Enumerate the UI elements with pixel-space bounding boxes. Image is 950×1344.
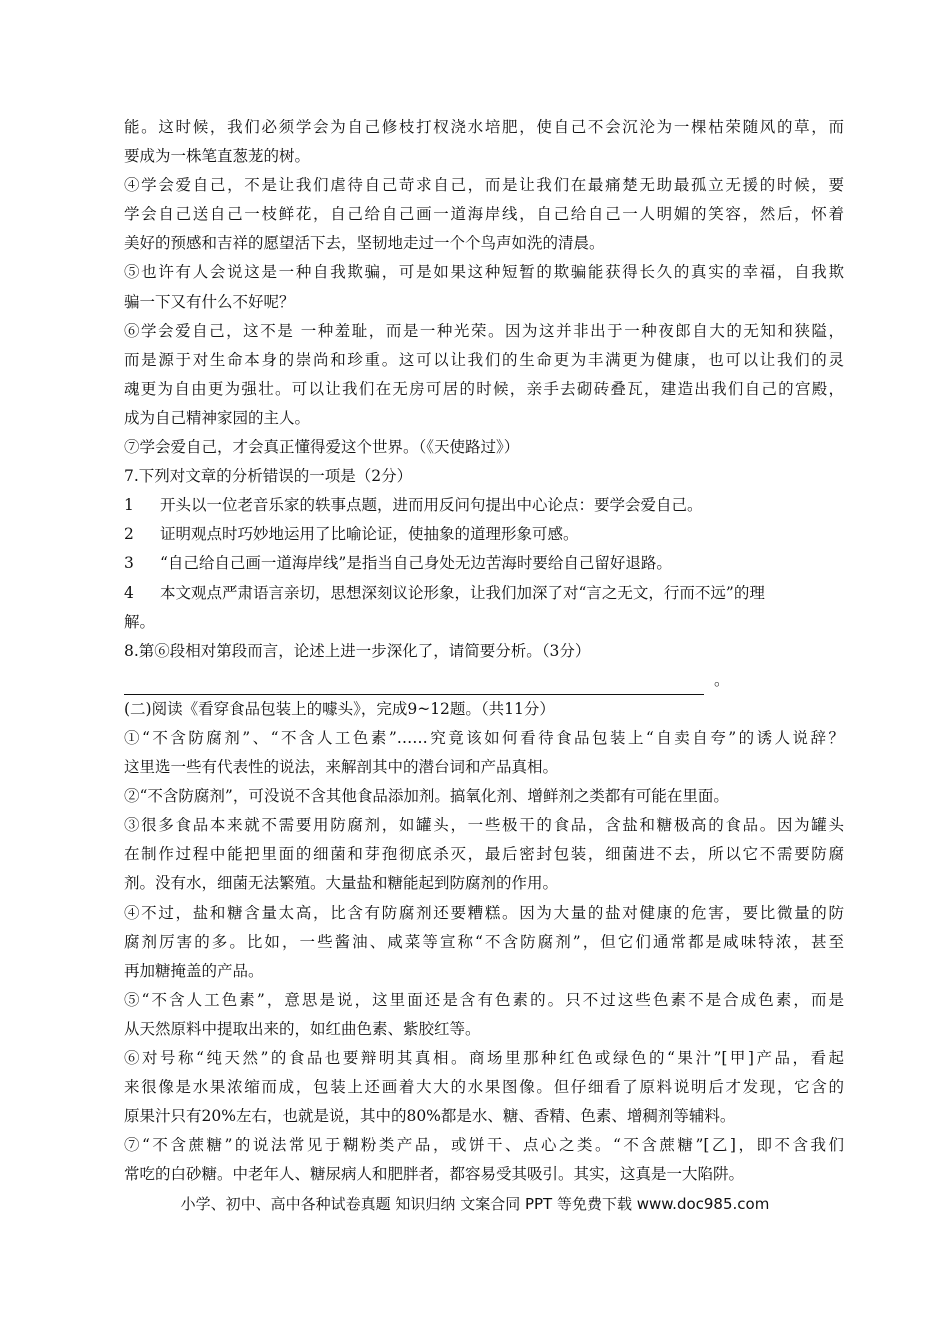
passage2-heading: (二)阅读《看穿食品包装上的噱头》，完成9~12题。（共11分） (124, 699, 555, 718)
passage2-line: ②“不含防腐剂”，可没说不含其他食品添加剂。搞氧化剂、增鲜剂之类都有可能在里面。 (124, 787, 729, 806)
question7-option (124, 491, 844, 520)
passage2-line: 来很像是水果浓缩而成，包装上还画着大大的水果图像。但仔细看了原料说明后才发现，它含的 (124, 1078, 844, 1097)
option-text: 开头以一位老音乐家的轶事点题，进而用反问句提出中心论点：要学会爱自己。 (160, 496, 703, 515)
passage2-line: ⑥对号称“纯天然”的食品也要辩明其真相。商场里那种红色或绿色的“果汁”[甲]产品，看起 (124, 1049, 844, 1067)
question7-option (124, 549, 844, 578)
passage1-line: 要成为一株笔直葱茏的树。 (124, 147, 311, 166)
passage1-line: 而是源于对生命本身的崇尚和珍重。这可以让我们的生命更为丰满更为健康，也可以让我们的灵 (124, 350, 844, 369)
passage1-line: ⑥学会爱自己，这不是 一种羞耻，而是一种光荣。因为这并非出于一种夜郎自大的无知和狭隘， (124, 321, 844, 340)
passage2-line: 再加糖掩盖的产品。 (124, 961, 264, 980)
passage1-line: ④学会爱自己，不是让我们虐待自己苛求自己，而是让我们在最痛楚无助最孤立无援的时候，要 (124, 176, 844, 195)
question7-option (124, 579, 844, 608)
passage2-line: ③很多食品本来就不需要用防腐剂，如罐头，一些极干的食品，含盐和糖极高的食品。因为罐头 (124, 816, 844, 835)
document-body (124, 113, 844, 1189)
option-number: 2 (124, 525, 134, 544)
answer-end-mark: 。 (714, 670, 730, 689)
passage2-line: 剂。没有水，细菌无法繁殖。大量盐和糖能起到防腐剂的作用。 (124, 874, 559, 893)
option-number: 1 (124, 496, 134, 515)
passage2-line: 腐剂厉害的多。比如，一些酱油、咸菜等宣称“不含防腐剂”，但它们通常都是咸味特浓，甚至 (124, 932, 844, 951)
passage2-line: 从天然原料中提取出来的，如红曲色素、紫胶红等。 (124, 1019, 481, 1038)
passage1-line: 骗一下又有什么不好呢？ (124, 292, 295, 311)
passage2-line: 在制作过程中能把里面的细菌和芽孢彻底杀灭，最后密封包装，细菌进不去，所以它不需要防腐 (124, 845, 844, 864)
passage2-line: 常吃的白砂糖。中老年人、糖尿病人和肥胖者，都容易受其吸引。其实，这真是一大陷阱。 (124, 1165, 745, 1184)
passage1-line: 成为自己精神家园的主人。 (124, 408, 311, 427)
passage2-line: ⑦“不含蔗糖”的说法常见于糊粉类产品，或饼干、点心之类。“不含蔗糖”[乙]，即不含我们 (124, 1136, 844, 1155)
passage1-line: 能。这时候，我们必须学会为自己修枝打杈浇水培肥，使自己不会沉沦为一棵枯荣随风的草，而 (124, 118, 844, 136)
option-text: “自己给自己画一道海岸线”是指当自己身处无边苦海时要给自己留好退路。 (160, 554, 672, 573)
passage2-line: 这里选一些有代表性的说法，来解剖其中的潜台词和产品真相。 (124, 758, 559, 777)
passage1-line: ⑦学会爱自己，才会真正懂得爱这个世界。（《天使路过》） (124, 438, 520, 457)
option-text: 证明观点时巧妙地运用了比喻论证，使抽象的道理形象可感。 (160, 525, 579, 544)
page-footer: 小学、初中、高中各种试卷真题 知识归纳 文案合同 PPT 等免费下载 www.doc985.com (180, 1195, 770, 1213)
question7-option-continuation: 解。 (124, 612, 156, 631)
passage2-line: 原果汁只有20%左右，也就是说，其中的80%都是水、糖、香精、色素、增稠剂等辅料。 (124, 1107, 736, 1126)
passage1-line: 美好的预感和吉祥的愿望活下去，坚韧地走过一个个鸟声如洗的清晨。 (124, 234, 605, 253)
answer-blank (124, 676, 704, 695)
option-number: 3 (124, 554, 134, 573)
passage1-line: 学会自己送自己一枝鲜花，自己给自己画一道海岸线，自己给自己一人明媚的笑容，然后，怀着 (124, 205, 844, 224)
passage2-line: ⑤“不含人工色素”，意思是说，这里面还是含有色素的。只不过这些色素不是合成色素，而是 (124, 990, 844, 1009)
passage1-line: 魂更为自由更为强壮。可以让我们在无房可居的时候，亲手去砌砖叠瓦，建造出我们自己的宫殿， (124, 379, 844, 398)
option-number: 4 (124, 583, 134, 602)
question7-stem: 7.下列对文章的分析错误的一项是（2分） (124, 467, 413, 486)
question7-option (124, 520, 844, 549)
question8-stem: 8.第⑥段相对第段而言，论述上进一步深化了，请简要分析。（3分） (124, 641, 591, 660)
option-text: 本文观点严肃语言亲切，思想深刻议论形象，让我们加深了对“言之无文，行而不远”的理 (160, 583, 765, 602)
passage2-line: ①“不含防腐剂”、“不含人工色素”……究竟该如何看待食品包装上“自卖自夸”的诱人说辞？ (124, 728, 844, 747)
passage2-line: ④不过，盐和糖含量太高，比含有防腐剂还要糟糕。因为大量的盐对健康的危害，要比微量的防 (124, 903, 844, 922)
passage1-line: ⑤也许有人会说这是一种自我欺骗，可是如果这种短暂的欺骗能获得长久的真实的幸福，自我欺 (124, 263, 844, 282)
question8-answer-line (124, 666, 844, 695)
